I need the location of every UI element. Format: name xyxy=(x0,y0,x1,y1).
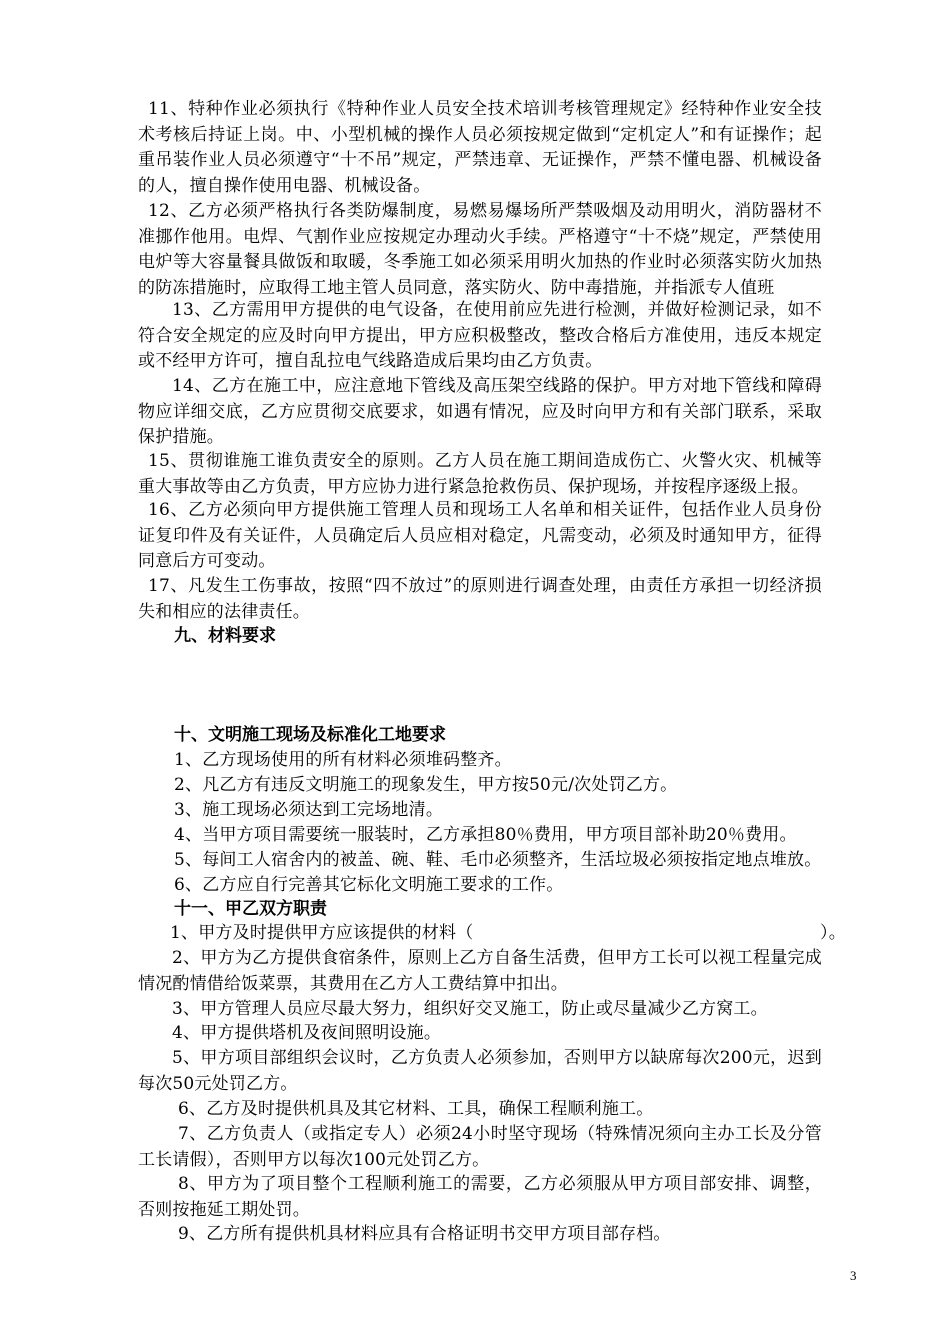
responsibility-item-1-close: ）。 xyxy=(820,923,846,943)
responsibility-item-7: 7、乙方负责人（或指定专人）必须24小时坚守现场（特殊情况须向主办工长及分管工长请假），否则甲方以每次100元处罚乙方。 xyxy=(138,1124,822,1170)
clause-12: 12、乙方必须严格执行各类防爆制度，易燃易爆场所严禁吸烟及动用明火，消防器材不准挪作他用。电焊、气割作业应按规定办理动火手续。严格遵守“十不烧”规定，严禁使用电炉等大容量餐具做饭和取暖，冬季施工如必须采用明火加热的作业时必须落实防火加热的防冻措施时，应取得工地主管人员同意，落实防火、防中毒措施，并指派专人值班 xyxy=(138,201,822,298)
clause-16: 16、乙方必须向甲方提供施工管理人员和现场工人名单和相关证件，包括作业人员身份证复印件及有关证件，人员确定后人员应相对稳定，凡需变动，必须及时通知甲方，征得同意后方可变动。 xyxy=(138,500,822,572)
clause-15: 15、贯彻谁施工谁负责安全的原则。乙方人员在施工期间造成伤亡、火警火灾、机械等重大事故等由乙方负责，甲方应协力进行紧急抢救伤员、保护现场，并按程序逐级上报。 xyxy=(138,451,822,497)
clause-14: 14、乙方在施工中，应注意地下管线及高压架空线路的保护。甲方对地下管线和障碍物应详细交底，乙方应贯彻交底要求，如遇有情况，应及时向甲方和有关部门联系，采取保护措施。 xyxy=(138,376,822,448)
civilized-item-6: 6、乙方应自行完善其它标化文明施工要求的工作。 xyxy=(174,875,564,895)
responsibility-item-9: 9、乙方所有提供机具材料应具有合格证明书交甲方项目部存档。 xyxy=(178,1224,671,1244)
responsibility-item-5: 5、甲方项目部组织会议时，乙方负责人必须参加，否则甲方以缺席每次200元，迟到每次50元处罚乙方。 xyxy=(138,1048,822,1094)
civilized-item-5: 5、每间工人宿舍内的被盖、碗、鞋、毛巾必须整齐，生活垃圾必须按指定地点堆放。 xyxy=(174,850,822,870)
clause-17: 17、凡发生工伤事故，按照“四不放过”的原则进行调查处理，由责任方承担一切经济损失和相应的法律责任。 xyxy=(138,576,822,622)
civilized-item-4: 4、当甲方项目需要统一服装时，乙方承担80％费用，甲方项目部补助20％费用。 xyxy=(174,825,797,845)
responsibility-item-8: 8、甲方为了项目整个工程顺利施工的需要，乙方必须服从甲方项目部安排、调整，否则按拖延工期处罚。 xyxy=(138,1174,822,1220)
clause-11: 11、特种作业必须执行《特种作业人员安全技术培训考核管理规定》经特种作业安全技术考核后持证上岗。中、小型机械的操作人员必须按规定做到“定机定人”和有证操作；起重吊装作业人员必须遵守“十不吊”规定，严禁违章、无证操作，严禁不懂电器、机械设备的人，擅自操作使用电器、机械设备。 xyxy=(138,99,822,196)
responsibility-item-1: 1、甲方及时提供甲方应该提供的材料（ xyxy=(170,923,474,943)
section-heading-responsibilities: 十一、甲乙双方职责 xyxy=(174,899,327,919)
responsibility-item-4: 4、甲方提供塔机及夜间照明设施。 xyxy=(172,1023,442,1043)
responsibility-item-3: 3、甲方管理人员应尽最大努力，组织好交叉施工，防止或尽量减少乙方窝工。 xyxy=(172,999,768,1019)
civilized-item-3: 3、施工现场必须达到工完场地清。 xyxy=(174,800,444,820)
civilized-item-1: 1、乙方现场使用的所有材料必须堆码整齐。 xyxy=(174,750,512,770)
section-heading-materials: 九、材料要求 xyxy=(174,626,276,646)
page-number: 3 xyxy=(850,1268,857,1283)
responsibility-item-6: 6、乙方及时提供机具及其它材料、工具，确保工程顺利施工。 xyxy=(178,1099,654,1119)
civilized-item-2: 2、凡乙方有违反文明施工的现象发生，甲方按50元/次处罚乙方。 xyxy=(174,775,678,795)
responsibility-item-2: 2、甲方为乙方提供食宿条件，原则上乙方自备生活费，但甲方工长可以视工程量完成情况酌情借给饭菜票，其费用在乙方人工费结算中扣出。 xyxy=(138,948,822,994)
section-heading-civilized-construction: 十、文明施工现场及标准化工地要求 xyxy=(174,725,446,745)
clause-13: 13、乙方需用甲方提供的电气设备，在使用前应先进行检测，并做好检测记录，如不符合安全规定的应及时向甲方提出，甲方应积极整改，整改合格后方准使用，违反本规定或不经甲方许可，擅自乱拉电气线路造成后果均由乙方负责。 xyxy=(138,300,822,372)
